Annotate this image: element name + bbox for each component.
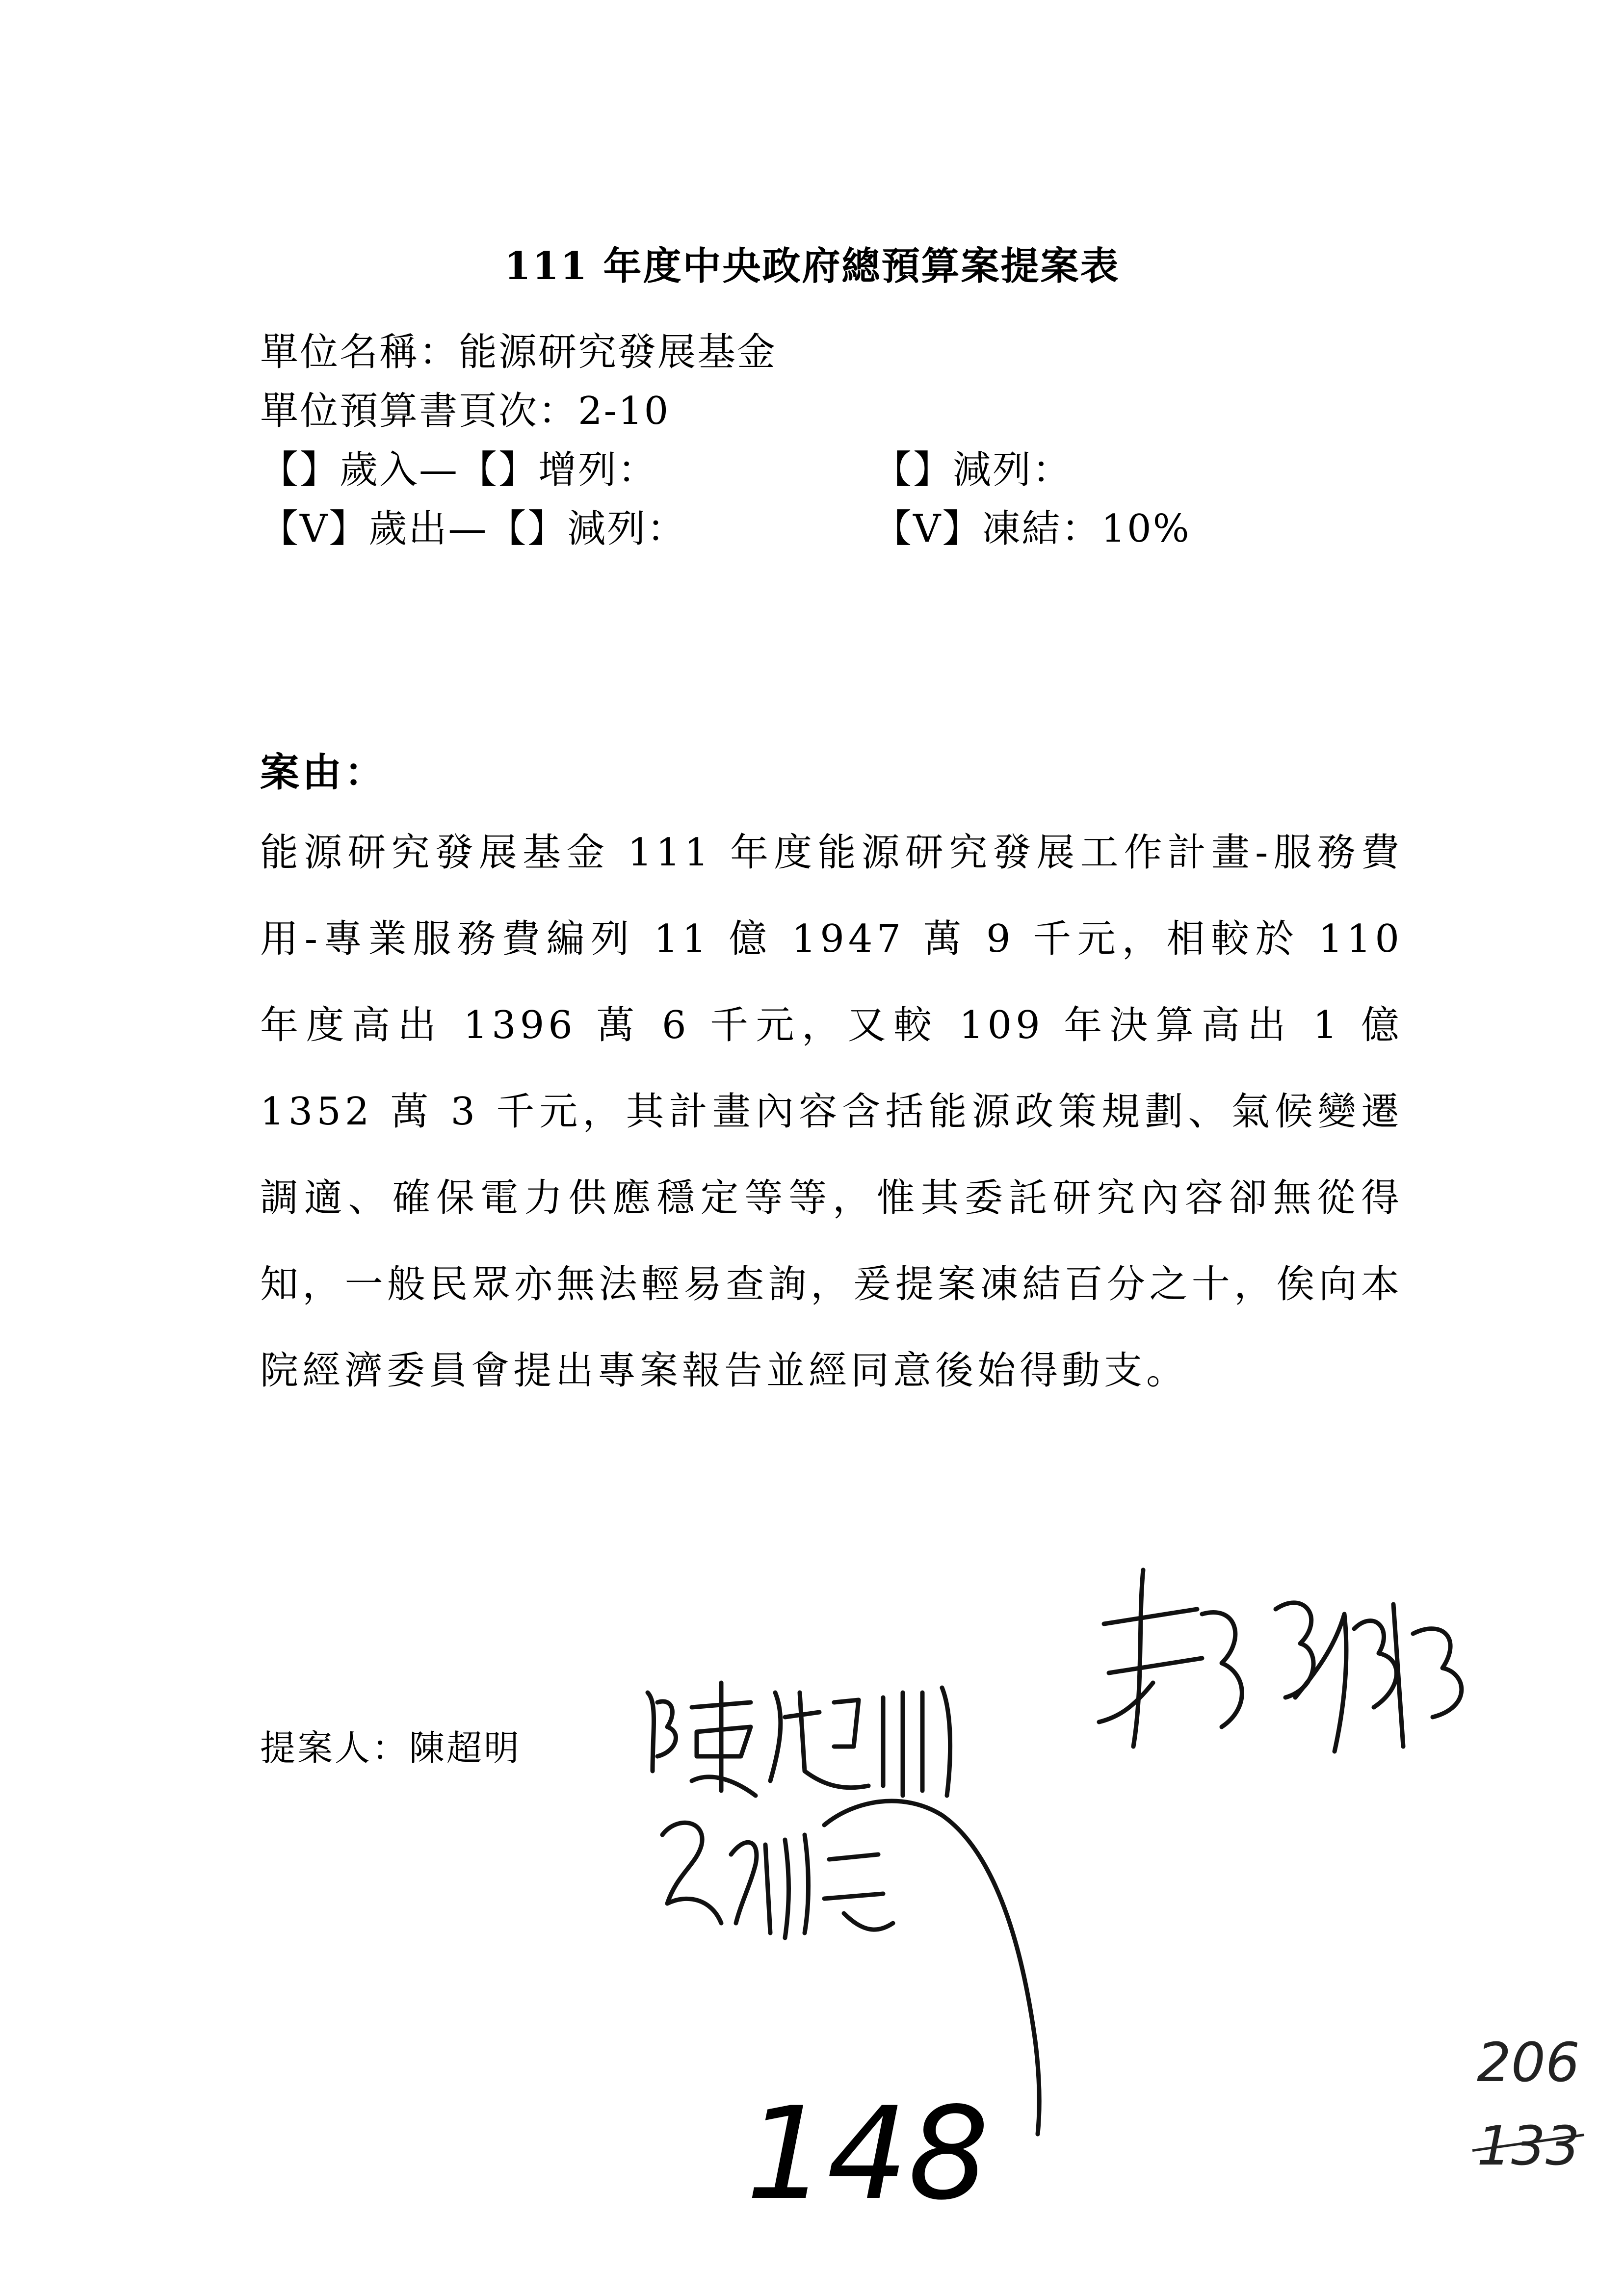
revenue-decrease-option: 【】減列：	[873, 448, 1073, 492]
revenue-increase-option: 【】歲入—【】增列：	[260, 448, 658, 492]
corner-page-number: 206	[1477, 2031, 1580, 2094]
corner-page-number-struck: 133	[1477, 2114, 1580, 2177]
handwritten-page-number: 148	[746, 2080, 990, 2228]
proposer-label: 提案人：陳超明	[260, 1727, 522, 1769]
budget-page-ref: 單位預算書頁次：2-10	[260, 389, 670, 433]
expenditure-freeze-option: 【V】凍結：10%	[873, 507, 1191, 551]
signature-top-right	[1089, 1560, 1482, 1766]
document-title: 111 年度中央政府總預算案提案表	[504, 244, 1120, 288]
reason-heading: 案由：	[260, 749, 387, 795]
unit-name: 單位名稱：能源研究發展基金	[260, 330, 777, 374]
expenditure-decrease-option: 【V】歲出—【】減列：	[260, 507, 687, 551]
reason-text: 能源研究發展基金 111 年度能源研究發展工作計畫-服務費用-專業服務費編列 11 億 1947 萬 9 千元，相較於 110 年度高出 1396 萬 6 千元，又較 109 年決算高出 1 億 1352 萬 3 千元，其計畫內容含括能源政策規劃、氣候變遷調適、確保電力供應穩定等等，惟其委託研究內容卻無從得知，一般民眾亦無法輕易查詢，爰提案凍結百分之十，俟向本院經濟委員會提出專案報告並經同意後始得動支。	[260, 831, 1403, 1393]
